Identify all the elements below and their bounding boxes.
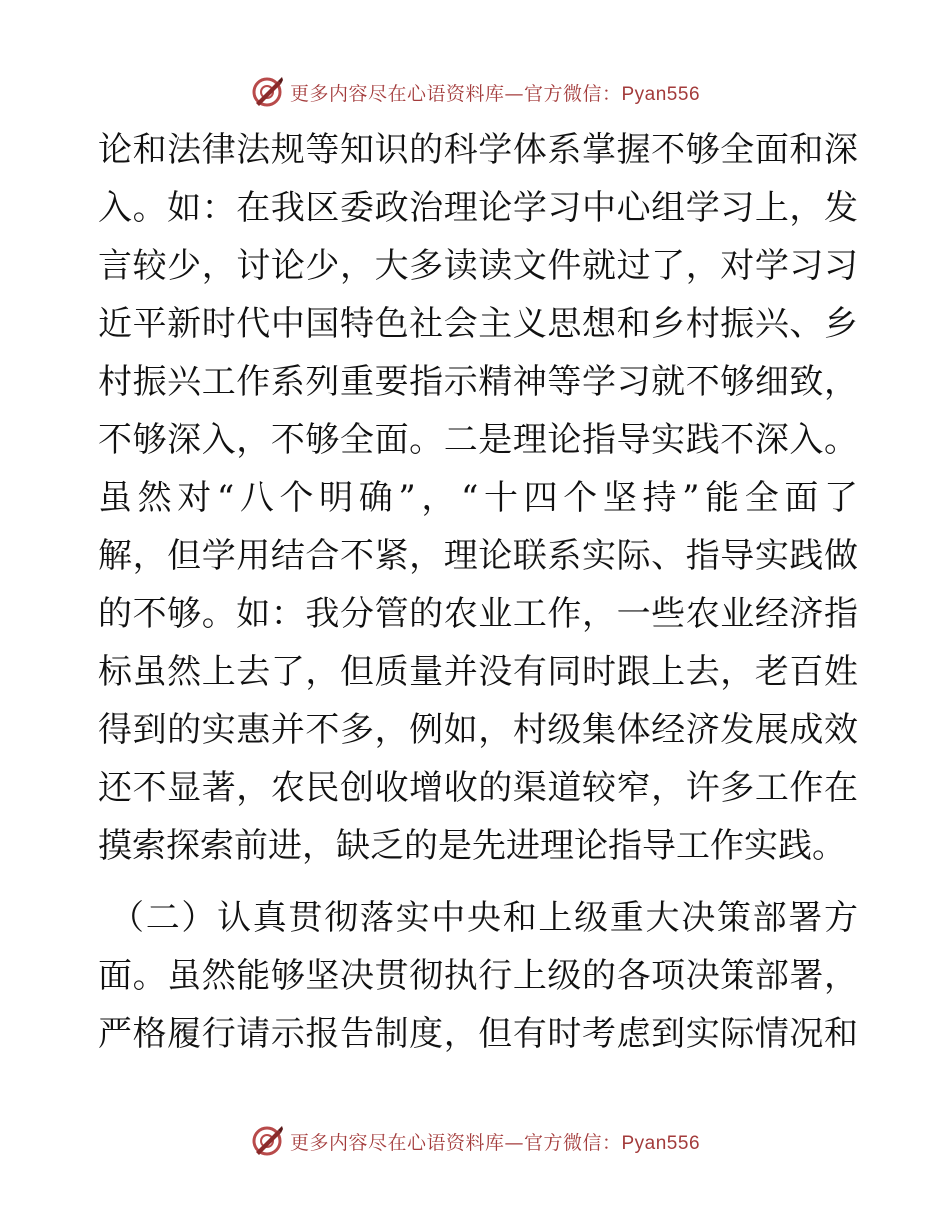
- header-watermark: [0, 72, 950, 112]
- text-line: 得到的实惠并不多，例如，村级集体经济发展成效: [98, 710, 858, 750]
- brand-logo-icon: [250, 1124, 284, 1158]
- watermark-text: [290, 1128, 700, 1155]
- watermark-brand: 更多内容尽在心语资料库: [289, 1131, 505, 1154]
- watermark-wechat-id: Pyan556: [621, 1132, 701, 1154]
- text-line: 村振兴工作系列重要指示精神等学习就不够细致，: [98, 362, 858, 402]
- brand-logo-icon: [250, 75, 284, 109]
- footer-watermark: [0, 1121, 950, 1161]
- watermark-text: [290, 79, 700, 106]
- paragraph-1: [98, 121, 858, 875]
- text-line: 严格履行请示报告制度，但有时考虑到实际情况和: [98, 1014, 858, 1054]
- text-line: 还不显著，农民创收增收的渠道较窄，许多工作在: [98, 768, 858, 808]
- text-line: 虽然对“八个明确”，“十四个坚持”能全面了: [98, 478, 858, 518]
- text-line: 摸索探索前进，缺乏的是先进理论指导工作实践。: [98, 826, 846, 866]
- text-line: 面。虽然能够坚决贯彻执行上级的各项决策部署，: [98, 956, 858, 996]
- watermark-separator: —: [504, 1131, 524, 1154]
- watermark-wechat-id: Pyan556: [621, 83, 701, 105]
- watermark-wechat-label: 官方微信：: [523, 82, 622, 105]
- section-heading-line: （二）认真贯彻落实中央和上级重大决策部署方: [110, 898, 858, 938]
- document-body: [98, 121, 858, 1063]
- watermark-wechat-label: 官方微信：: [523, 1131, 622, 1154]
- text-line: 不够深入，不够全面。二是理论指导实践不深入。: [98, 420, 858, 460]
- text-line: 的不够。如：我分管的农业工作，一些农业经济指: [98, 594, 858, 634]
- text-line: 言较少，讨论少，大多读读文件就过了，对学习习: [98, 246, 858, 286]
- paragraph-2: [98, 889, 858, 1063]
- watermark-brand: 更多内容尽在心语资料库: [289, 82, 505, 105]
- text-line: 标虽然上去了，但质量并没有同时跟上去，老百姓: [98, 652, 858, 692]
- text-line: 入。如：在我区委政治理论学习中心组学习上，发: [98, 188, 858, 228]
- text-line: 解，但学用结合不紧，理论联系实际、指导实践做: [98, 536, 858, 576]
- text-line: 近平新时代中国特色社会主义思想和乡村振兴、乡: [98, 304, 858, 344]
- watermark-separator: —: [504, 82, 524, 105]
- text-line: 论和法律法规等知识的科学体系掌握不够全面和深: [98, 130, 858, 170]
